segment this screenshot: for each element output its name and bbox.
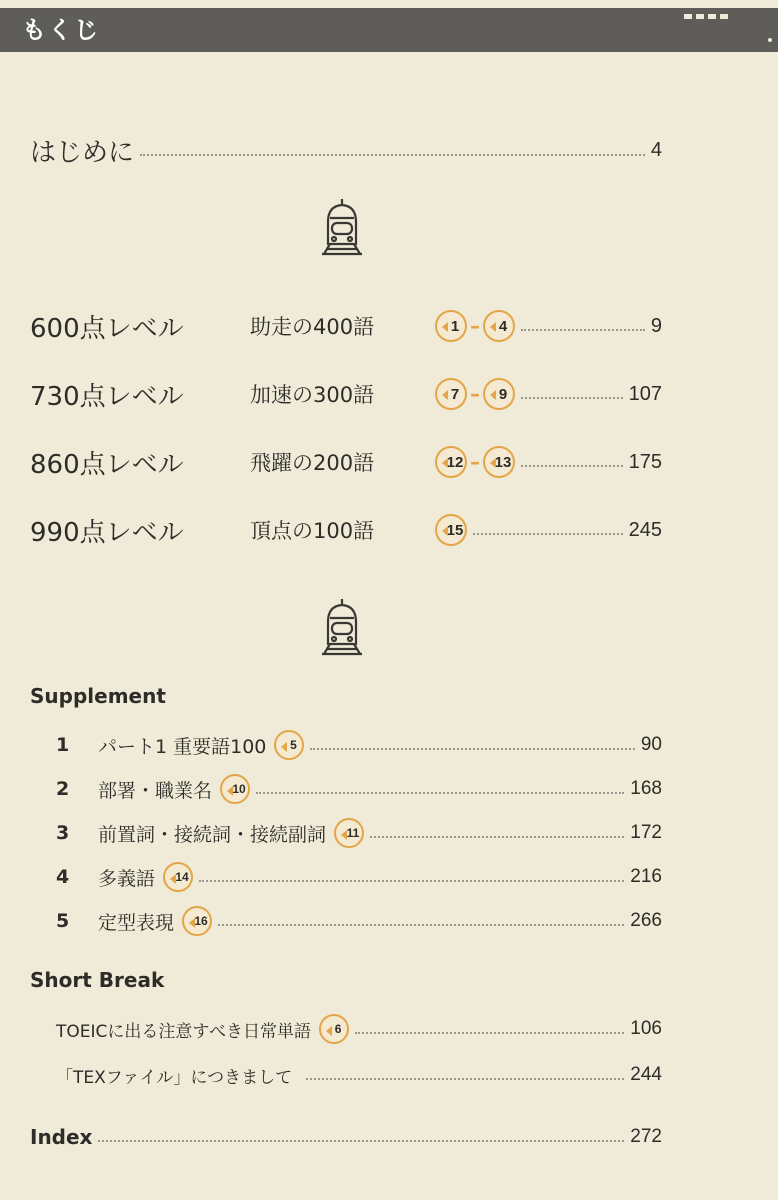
page-title: もくじ — [22, 16, 100, 44]
dot-leader — [306, 1078, 624, 1080]
toc-entry-short-break[interactable] — [56, 1058, 662, 1092]
toc-entry-supplement[interactable] — [56, 904, 662, 938]
item-label: 前置詞・接続詞・接続副詞 — [98, 823, 327, 846]
track-range-dash: – — [470, 450, 480, 474]
dot-leader — [256, 792, 624, 794]
page-number: 244 — [630, 1064, 662, 1085]
audio-track-icon[interactable]: 6 — [319, 1014, 349, 1044]
toc-entry-level[interactable] — [30, 374, 662, 414]
item-label: 「TEXファイル」につきまして — [56, 1067, 293, 1088]
track-range-dash: – — [470, 382, 480, 406]
dot-leader — [355, 1032, 624, 1034]
page-number: 172 — [630, 822, 662, 843]
toc-entry-supplement[interactable] — [56, 728, 662, 762]
toc-entry-intro[interactable] — [30, 132, 662, 169]
toc-entry-supplement[interactable] — [56, 816, 662, 850]
toc-entry-level[interactable] — [30, 442, 662, 482]
toc-entry-supplement[interactable] — [56, 860, 662, 894]
item-label: 部署・職業名 — [98, 779, 213, 802]
dot-leader — [98, 1140, 624, 1142]
dot-leader — [521, 329, 645, 331]
level-name: 860点レベル — [30, 449, 184, 480]
page-number: 4 — [650, 139, 662, 161]
dot-leader — [310, 748, 634, 750]
audio-track-icon[interactable]: 10 — [220, 774, 250, 804]
page-number: 245 — [628, 518, 662, 541]
page-number: 266 — [630, 910, 662, 931]
item-number: 5 — [56, 910, 70, 932]
audio-track-icon[interactable]: 1 — [435, 310, 467, 342]
dot-leader — [199, 880, 624, 882]
item-label: パート1 重要語100 — [98, 735, 267, 758]
audio-track-icon[interactable]: 12 — [435, 446, 467, 478]
intro-label: はじめに — [30, 138, 135, 168]
level-title: 頂点の100語 — [250, 519, 375, 543]
item-number: 1 — [56, 734, 70, 756]
level-name: 990点レベル — [30, 517, 184, 548]
dot-leader — [473, 533, 623, 535]
level-name: 600点レベル — [30, 313, 184, 344]
item-label: 多義語 — [98, 867, 156, 890]
page-number: 175 — [628, 450, 662, 473]
dot-leader — [521, 397, 623, 399]
item-label: TOEICに出る注意すべき日常単語 — [56, 1021, 312, 1042]
toc-entry-level[interactable] — [30, 306, 662, 346]
page-number: 106 — [630, 1018, 662, 1039]
level-name: 730点レベル — [30, 381, 184, 412]
track-range-dash: – — [470, 314, 480, 338]
level-title: 加速の300語 — [250, 383, 375, 407]
train-icon — [320, 196, 364, 258]
toc-entry-supplement[interactable] — [56, 772, 662, 806]
dot-leader — [218, 924, 624, 926]
level-title: 飛躍の200語 — [250, 451, 375, 475]
audio-track-icon[interactable]: 5 — [274, 730, 304, 760]
item-number: 4 — [56, 866, 70, 888]
index-label: Index — [30, 1125, 93, 1149]
toc-entry-index[interactable] — [30, 1120, 662, 1154]
audio-track-icon[interactable]: 14 — [163, 862, 193, 892]
audio-track-icon[interactable]: 16 — [182, 906, 212, 936]
toc-entry-level[interactable] — [30, 510, 662, 550]
section-heading-short-break: Short Break — [30, 968, 165, 992]
item-number: 2 — [56, 778, 70, 800]
audio-track-icon[interactable]: 9 — [483, 378, 515, 410]
page-number: 272 — [630, 1126, 662, 1147]
dot-leader — [370, 836, 624, 838]
train-icon — [320, 596, 364, 658]
level-title: 助走の400語 — [250, 315, 375, 339]
dot-leader — [140, 154, 645, 156]
audio-track-icon[interactable]: 13 — [483, 446, 515, 478]
audio-track-icon[interactable]: 11 — [334, 818, 364, 848]
item-label: 定型表現 — [98, 911, 175, 934]
item-number: 3 — [56, 822, 70, 844]
page-number: 216 — [630, 866, 662, 887]
section-heading-supplement: Supplement — [30, 684, 166, 708]
page-number: 107 — [628, 382, 662, 405]
audio-track-icon[interactable]: 4 — [483, 310, 515, 342]
audio-track-icon[interactable]: 7 — [435, 378, 467, 410]
header-train-icon — [672, 4, 778, 50]
page-number: 168 — [630, 778, 662, 799]
page-number: 9 — [650, 314, 662, 337]
page-number: 90 — [640, 734, 662, 755]
header-bar — [0, 8, 778, 52]
audio-track-icon[interactable]: 15 — [435, 514, 467, 546]
toc-entry-short-break[interactable] — [56, 1012, 662, 1046]
dot-leader — [521, 465, 623, 467]
